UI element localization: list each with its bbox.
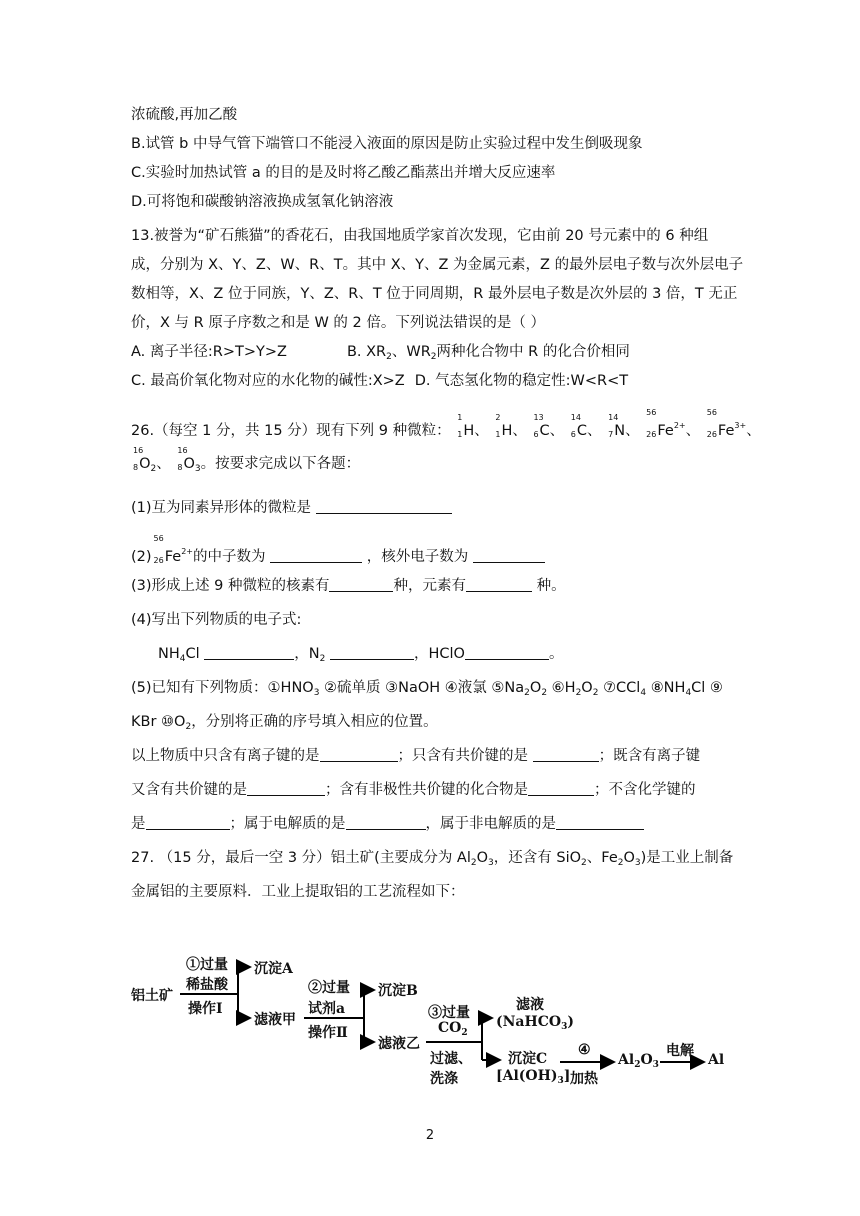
- flow-precipitate-c: 沉淀C: [508, 1051, 548, 1067]
- q26-q5-line1: (5)已知有下列物质：$①HNO_3$ ②硫单质 ③NaOH ④液氯 $⑤Na_2O_2$ $⑥H_2O_2$ ⑦CCl$_4$ $⑧NH_4Cl$ ⑨: [131, 680, 723, 698]
- flow-precipitate-a: 沉淀A: [254, 961, 293, 977]
- q26-q5-line5: 是 ；属于电解质的是 ，属于非电解质的是: [131, 814, 644, 834]
- flow-aloh3: $[Al(OH)_3]$: [496, 1068, 571, 1086]
- nuclide-fe2: 56 $26Fe^{2+}$: [646, 408, 686, 439]
- q26-q5-line3: 以上物质中只含有离子键的是 ；只含有共价键的是 ；既含有离子键: [131, 748, 701, 764]
- nuclide-fe3: 56 $26Fe^{3+}$: [706, 408, 747, 439]
- q26-q1: (1)互为同素异形体的微粒是: [131, 498, 452, 518]
- q26-q5-line2: KBr $⑩O_2$，分别将正确的序号填入相应的位置。: [131, 714, 438, 732]
- flow-filtrate: 滤液: [516, 997, 544, 1013]
- flow-step1-label: ①过量: [186, 957, 228, 973]
- q12-option-d: D.可将饱和碳酸钠溶液换成氢氧化钠溶液: [131, 194, 394, 210]
- flow-filtrate-jia: 滤液甲: [254, 1012, 296, 1028]
- page-number: 2: [425, 1128, 435, 1143]
- nuclide-h1: 1 1H: [457, 413, 475, 439]
- q26-q3: (3)形成上述 9 种微粒的核素有 种，元素有 种。: [131, 578, 566, 594]
- flow-nahco3: (NaHCO$_3$): [496, 1014, 574, 1032]
- flow-al2o3: $Al_2O_3$: [618, 1052, 659, 1070]
- q13-line3: 数相等，X、Z 位于同族，Y、Z、R、T 位于同周期，R 最外层电子数是次外层的 3 倍，T 无正: [131, 286, 738, 302]
- q13-option-c: C. 最高价氧化物对应的水化物的碱性:X>Z: [131, 373, 405, 389]
- q26-intro-line2: 16 $8O_2$、 16 $8O_3$。按要求完成以下各题：: [131, 454, 360, 479]
- flow-aluminum: Al: [708, 1052, 725, 1068]
- q27-line1: 27. （15 分，最后一空 3 分）铝土矿(主要成分为 $Al_2O_3$，还含有 SiO$_2$、$Fe_2O_3$)是工业上制备: [131, 850, 734, 868]
- flow-step3-filter: 过滤、: [430, 1051, 472, 1067]
- nuclide-fe2-q2: 56 $26Fe^{2+}$: [153, 534, 193, 565]
- q13-option-b: B. $XR_2$、$WR_2$两种化合物中 R 的化合价相同: [346, 344, 630, 362]
- flow-filtrate-yi: 滤液乙: [378, 1036, 420, 1052]
- nuclide-n14: 14 7N: [608, 413, 626, 439]
- q13-line4: 价，X 与 R 原子序数之和是 W 的 2 倍。下列说法错误的是（ ）: [131, 315, 545, 331]
- q26-q4-formulas: $NH_4Cl$ ，$N_2$ ，HClO 。: [158, 646, 564, 664]
- nuclide-c13: 13 6C: [533, 413, 550, 439]
- flow-step2-reagent: 试剂a: [308, 1001, 346, 1017]
- q13-line2: 成，分别为 X、Y、Z、W、R、T。其中 X、Y、Z 为金属元素，Z 的最外层电子数与次外层电子: [131, 257, 744, 273]
- flow-step3-co2: $CO_2$: [438, 1020, 468, 1038]
- q26-intro-tail: 。按要求完成以下各题：: [200, 456, 361, 472]
- q13-line1: 13.被誉为“矿石熊猫”的香花石，由我国地质学家首次发现，它由前 20 号元素中的 6 种组: [131, 228, 709, 244]
- flow-electrolysis: 电解: [666, 1043, 694, 1059]
- flow-step2-label: ②过量: [308, 980, 350, 996]
- flow-step2-operation: 操作Ⅱ: [308, 1025, 348, 1041]
- flow-step4-label: ④: [578, 1042, 591, 1058]
- nuclide-o3: 16 $8O_3$: [177, 446, 201, 474]
- flow-precipitate-b: 沉淀B: [378, 983, 418, 999]
- nuclide-c14: 14 6C: [570, 413, 587, 439]
- nuclide-o2: 16 $8O_2$: [133, 446, 157, 474]
- q13-option-a: A. 离子半径:R>T>Y>Z: [131, 344, 287, 360]
- flow-bauxite: 铝土矿: [131, 988, 173, 1004]
- nuclide-h2: 2 1H: [495, 413, 513, 439]
- q26-intro-line: 26.（每空 1 分，共 15 分）现有下列 9 种微粒： 1 1H、 2 1H、 13 6C、 14 6C、 14 7N、 56 $26Fe^{2+}$、 56 $26Fe^{3+}$、: [131, 416, 761, 445]
- flow-step3-label: ③过量: [428, 1005, 470, 1021]
- q26-intro: 26.（每空 1 分，共 15 分）现有下列 9 种微粒：: [131, 423, 451, 439]
- q26-q4: (4)写出下列物质的电子式:: [131, 612, 302, 628]
- q13-option-d: D. 气态氢化物的稳定性:W<R<T: [414, 373, 629, 389]
- flow-step3-wash: 洗涤: [430, 1071, 458, 1087]
- flow-step4-heat: 加热: [570, 1071, 598, 1087]
- q12-option-c: C.实验时加热试管 a 的目的是及时将乙酸乙酯蒸出并增大反应速率: [131, 165, 556, 181]
- q27-line2: 金属铝的主要原料．工业上提取铝的工艺流程如下：: [131, 884, 465, 900]
- flow-step1-reagent: 稀盐酸: [186, 977, 228, 993]
- q12-option-b: B.试管 b 中导气管下端管口不能浸入液面的原因是防止实验过程中发生倒吸现象: [131, 136, 643, 152]
- flow-step1-operation: 操作Ⅰ: [188, 1001, 223, 1017]
- q12-line-a-tail: 浓硫酸,再加乙酸: [131, 107, 238, 123]
- q26-q5-line4: 又含有共价键的是 ；含有非极性共价键的化合物是 ；不含化学键的: [131, 782, 696, 798]
- q26-q2: (2) 56 $26Fe^{2+}$的中子数为 ，核外电子数为: [131, 542, 545, 571]
